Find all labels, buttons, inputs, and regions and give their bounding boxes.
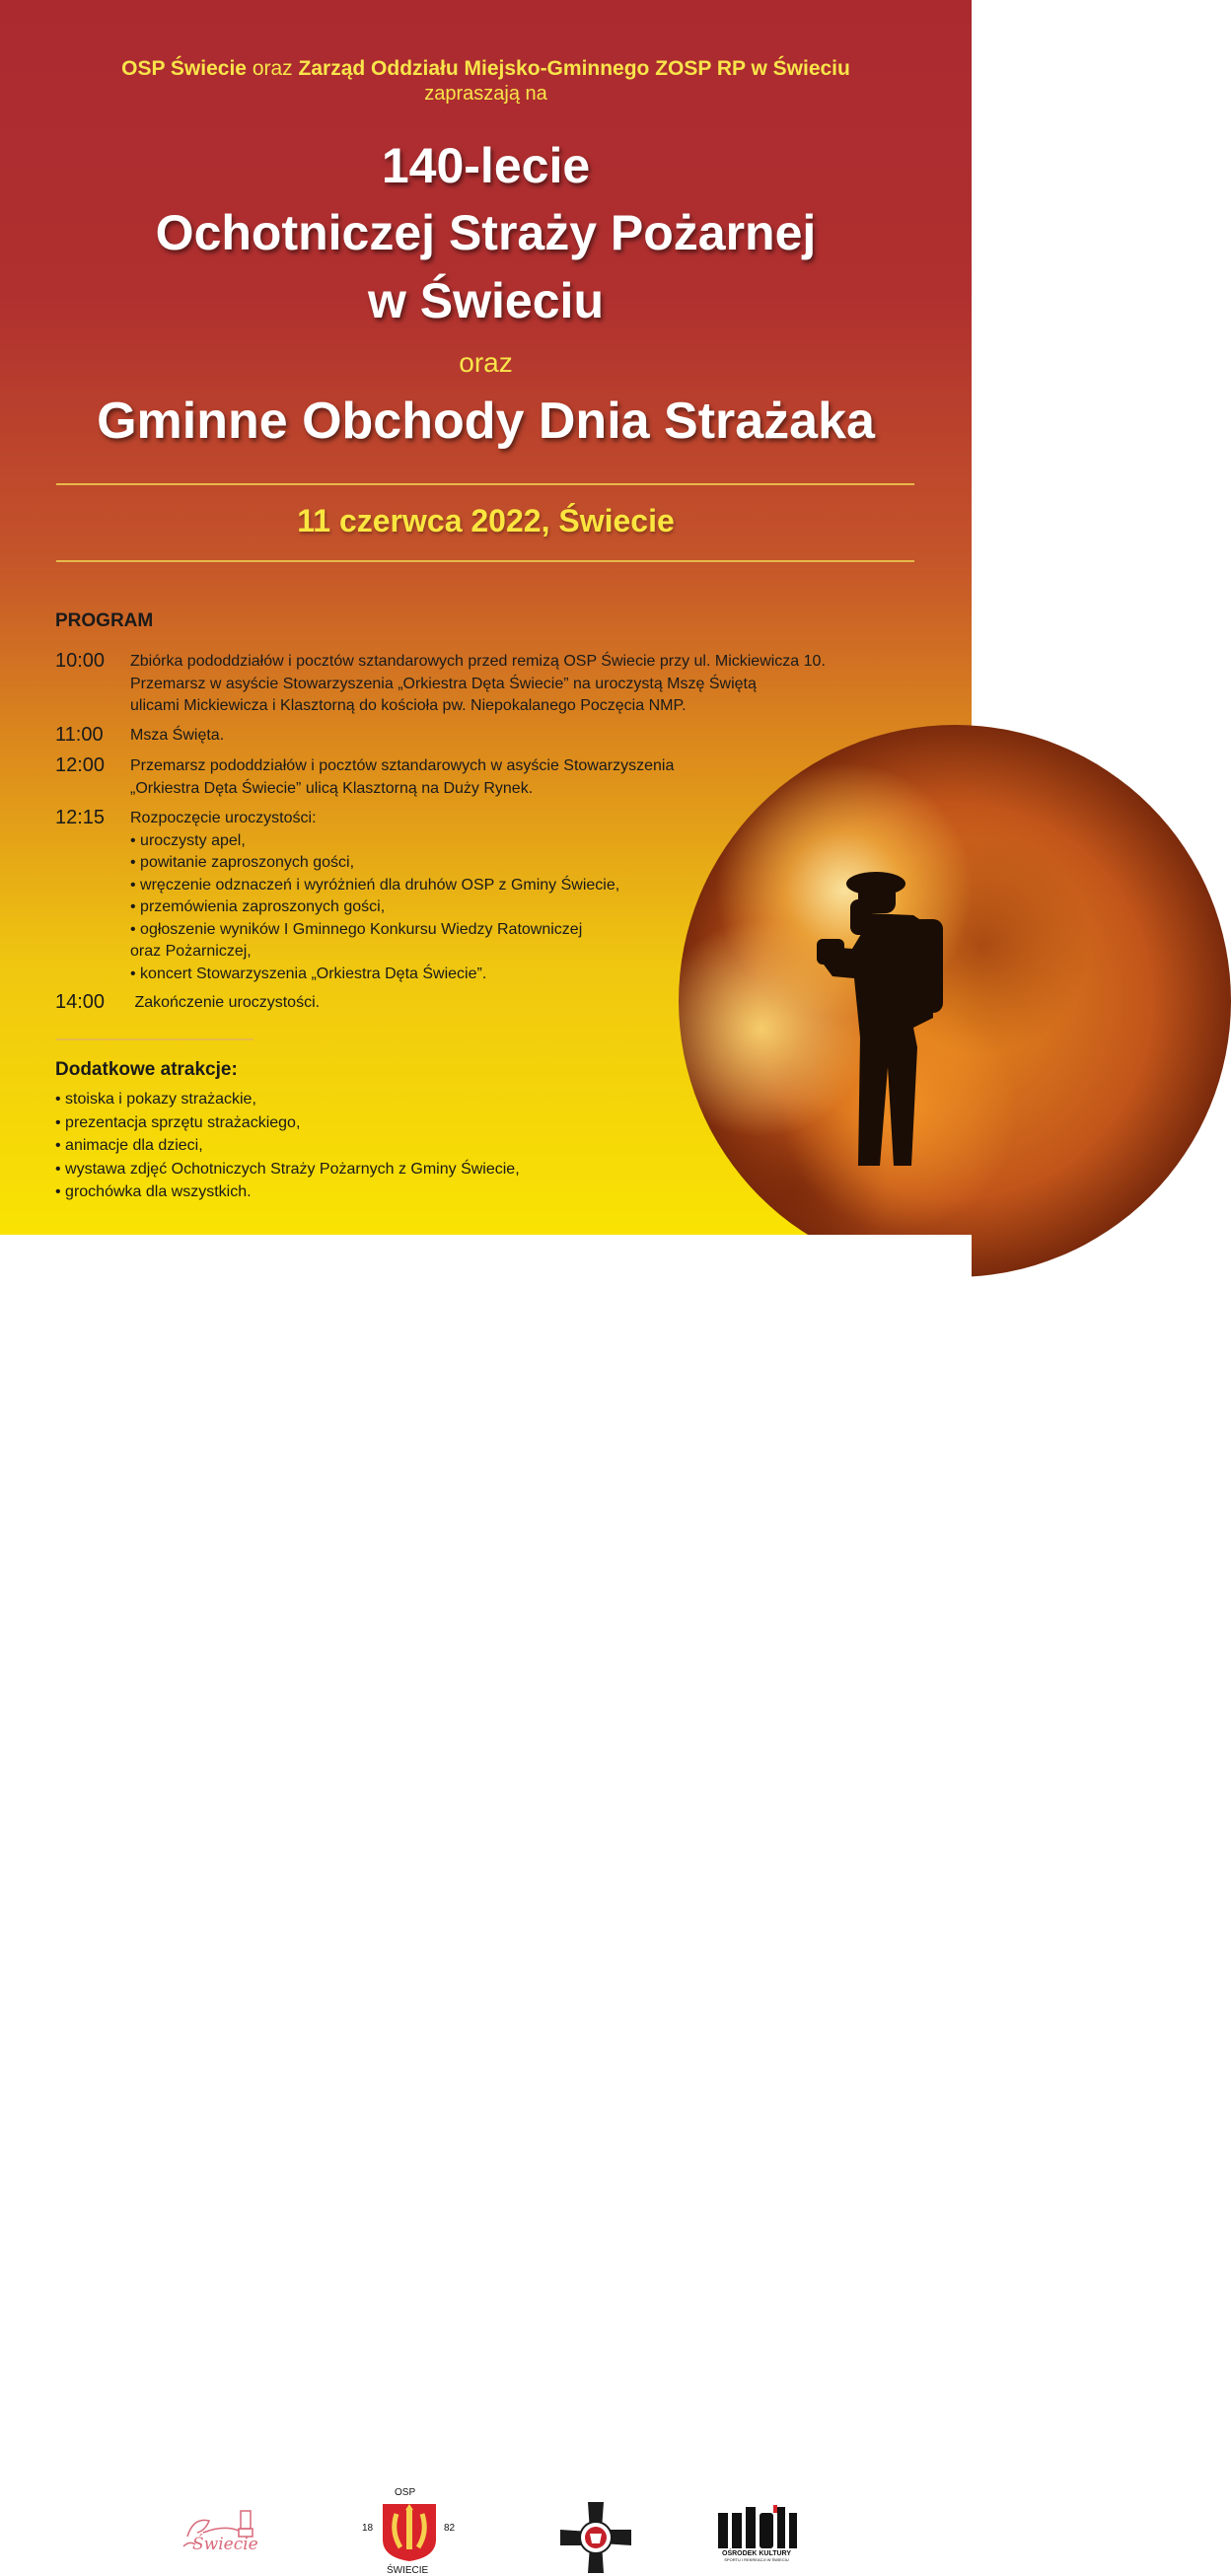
program-line: Zakończenie uroczystości. [130,994,321,1011]
program-line: oraz Pożarniczej, [130,943,252,960]
title-line-3: w Świeciu [368,273,604,328]
program-description [130,808,919,985]
event-date: 11 czerwca 2022, Świecie [297,503,675,538]
osp-logo-bottom-text: ŚWIECIE [387,2565,429,2576]
invite-text: zapraszają na [424,83,547,105]
footer-logos [0,1235,972,2576]
divider-short [56,1038,253,1040]
divider-bottom [56,560,914,562]
program-line: • ogłoszenie wyników I Gminnego Konkursu Wiedzy Ratowniczej [130,920,583,938]
zosp-cross-emblem-icon [558,2500,633,2575]
program-line: • powitanie zaproszonych gości, [130,854,355,871]
osrodek-kultury-subtitle: SPORTU I REKREACJI W ŚWIECIU [724,2556,789,2562]
osp-coat-of-arms-icon [381,2502,438,2563]
program-line: • przemówienia zaproszonych gości, [130,898,386,915]
program-line: ulicami Mickiewicza i Klasztorną do kościoła pw. Niepokalanego Poczęcia NMP. [130,697,687,714]
title-line-4: Gminne Obchody Dnia Strażaka [97,393,875,450]
program-line: Msza Święta. [130,727,225,744]
osrodek-kultury-title: OŚRODEK KULTURY [722,2550,791,2557]
program-line: Przemarsz w asyście Stowarzyszenia „Orkiestra Dęta Świecie” na uroczystą Mszę Świętą [130,675,757,692]
organizers-line [0,57,972,81]
title-line-2: Ochotniczej Straży Pożarnej [155,205,817,260]
extras-list [55,1088,520,1204]
divider-top [56,483,914,485]
title-oraz: oraz [459,347,513,378]
osp-logo-year-left: 18 [362,2523,374,2534]
program-time: 14:00 [55,991,106,1013]
program-line: Przemarsz pododdziałów i pocztów sztandarowych w asyście Stowarzyszenia [130,757,675,774]
program-time: 12:00 [55,754,106,776]
osp-logo-top-text: OSP [395,2487,416,2498]
program-line: Zbiórka pododdziałów i pocztów sztandarowych przed remizą OSP Świecie przy ul. Mickiewicza 10. [130,653,826,670]
extras-item: • animacje dla dzieci, [55,1137,203,1155]
program-time: 12:15 [55,807,106,828]
extras-heading: Dodatkowe atrakcje: [55,1059,238,1080]
extras-item: • stoiska i pokazy strażackie, [55,1091,256,1108]
organizer-zosp: Zarząd Oddziału Miejsko-Gminnego ZOSP RP w Świeciu [298,57,850,80]
program-description [130,992,919,1015]
extras-item: • prezentacja sprzętu strażackiego, [55,1113,301,1131]
program-description [130,725,919,748]
title-line-1: 140-lecie [381,138,591,193]
program-line: • koncert Stowarzyszenia „Orkiestra Dęta Świecie”. [130,965,487,982]
program-heading: PROGRAM [55,610,154,631]
header [0,57,972,106]
extras-item: • wystawa zdjęć Ochotniczych Straży Pożarnych z Gminy Świecie, [55,1160,520,1178]
program-line: Rozpoczęcie uroczystości: [130,810,317,826]
program-time: 11:00 [55,724,104,746]
osrodek-kultury-name [712,2550,801,2562]
program-time: 10:00 [55,650,106,672]
organizer-conjunction: oraz [246,57,299,80]
osrodek-kultury-logo-icon [716,2505,799,2548]
program-line: „Orkiestra Dęta Świecie” ulicą Klasztorną na Duży Rynek. [130,779,534,797]
swiecie-logo-text: Świecie [192,2535,258,2554]
program-line: • wręczenie odznaczeń i wyróżnień dla druhów OSP z Gminy Świecie, [130,876,620,894]
organizer-osp: OSP Świecie [121,57,247,80]
poster-background [0,0,972,1235]
program-description [130,755,919,800]
program-line: • uroczysty apel, [130,831,246,849]
extras-item: • grochówka dla wszystkich. [55,1183,252,1201]
program-description [130,651,919,718]
osp-logo-year-right: 82 [444,2523,456,2534]
